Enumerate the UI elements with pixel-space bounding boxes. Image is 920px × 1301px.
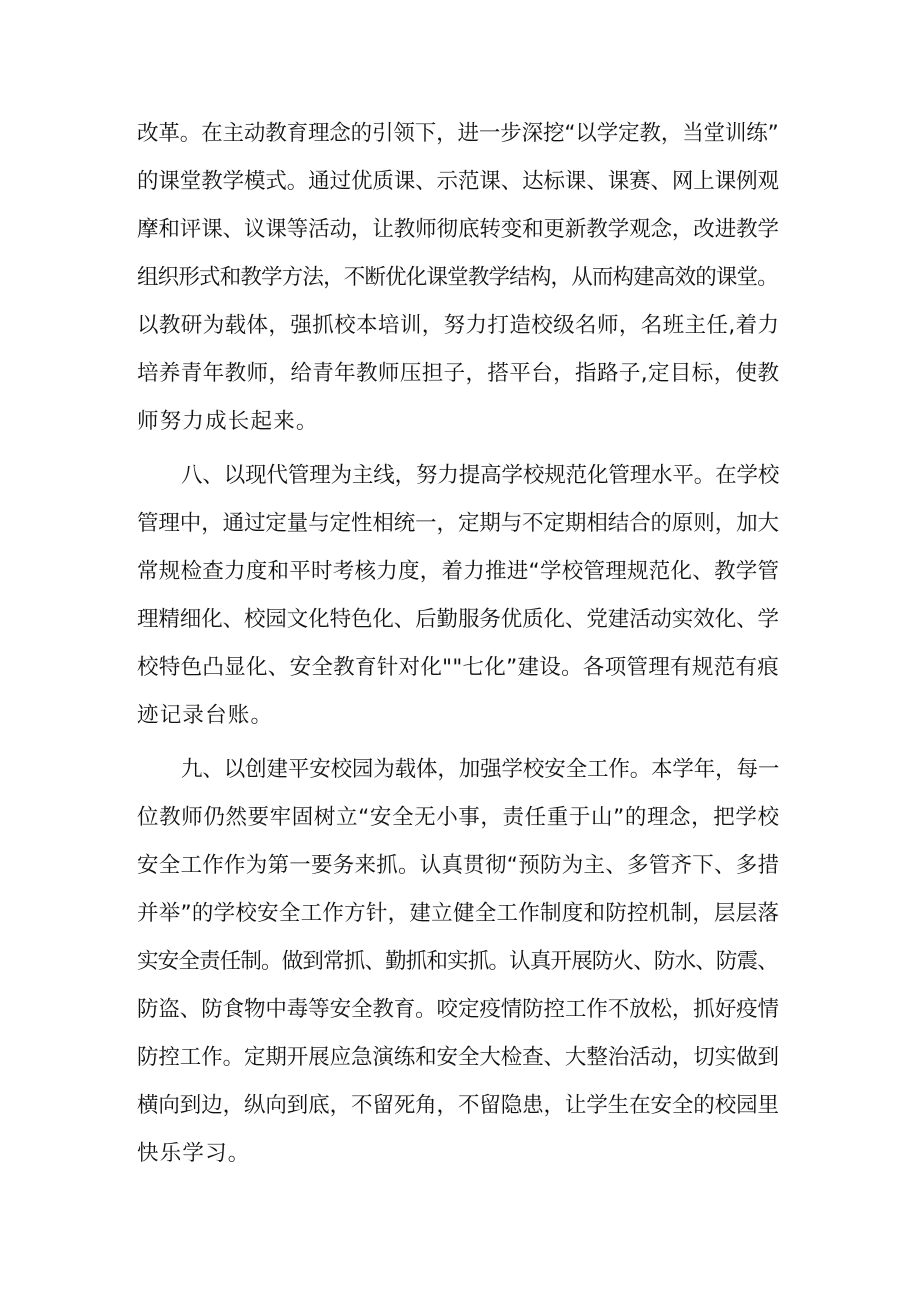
paragraph-line: 摩和评课、议课等活动，让教师彻底转变和更新教学观念，改进教学 — [137, 217, 779, 242]
paragraph-line: 迹记录台账。 — [137, 703, 274, 728]
paragraph-line: 管理中，通过定量与定性相统一，定期与不定期相结合的原则，加大 — [137, 511, 779, 536]
paragraph-line: 改革。在主动教育理念的引领下，进一步深挖“以学定教，当堂训练” — [137, 121, 779, 146]
paragraph-line: 并举”的学校安全工作方针，建立健全工作制度和防控机制，层层落 — [137, 901, 780, 926]
paragraph-line: 校特色凸显化、安全教育针对化""七化”建设。各项管理有规范有痕 — [137, 655, 780, 680]
paragraph-line: 常规检查力度和平时考核力度，着力推进“学校管理规范化、教学管 — [137, 559, 780, 584]
paragraph-line: 组织形式和教学方法，不断优化课堂教学结构，从而构建高效的课堂。 — [137, 265, 778, 290]
paragraph-first-line: 九、以创建平安校园为载体，加强学校安全工作。本学年，每一 — [181, 757, 780, 782]
paragraph-first-line: 八、以现代管理为主线，努力提高学校规范化管理水平。在学校 — [181, 463, 780, 488]
paragraph-line: 位教师仍然要牢固树立“安全无小事，责任重于山”的理念，把学校 — [137, 805, 780, 830]
paragraph-line: 实安全责任制。做到常抓、勤抓和实抓。认真开展防火、防水、防震、 — [137, 949, 778, 974]
paragraph-line: 安全工作作为第一要务来抓。认真贯彻“预防为主、多管齐下、多措 — [137, 853, 780, 878]
paragraph-line: 防盗、防食物中毒等安全教育。咬定疫情防控工作不放松，抓好疫情 — [137, 997, 779, 1022]
paragraph-line: 防控工作。定期开展应急演练和安全大检查、大整治活动，切实做到 — [137, 1045, 779, 1070]
paragraph-line: 师努力成长起来。 — [137, 409, 319, 434]
paragraph-line: 理精细化、校园文化特色化、后勤服务优质化、党建活动实效化、学 — [137, 607, 779, 632]
paragraph-line: 快乐学习。 — [137, 1141, 251, 1166]
paragraph-line: 的课堂教学模式。通过优质课、示范课、达标课、课赛、网上课例观 — [137, 169, 779, 194]
paragraph-line: 以教研为载体，强抓校本培训，努力打造校级名师，名班主任,着力 — [137, 313, 780, 338]
paragraph-line: 横向到边，纵向到底，不留死角，不留隐患，让学生在安全的校园里 — [137, 1093, 779, 1118]
paragraph-line: 培养青年教师，给青年教师压担子，搭平台，指路子,定目标，使教 — [137, 361, 780, 386]
